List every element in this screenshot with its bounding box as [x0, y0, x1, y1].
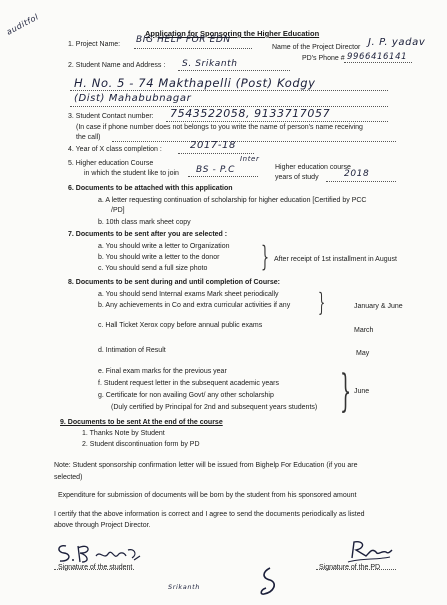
years-label-1: Higher education course	[275, 164, 351, 171]
xclass-value: 2017-18	[190, 140, 236, 151]
section-8-item-f: f. Student request letter in the subsequent academic years	[98, 380, 279, 387]
student-signature-label: Signature of the student	[58, 564, 133, 571]
section-9-item-2: 2. Student discontinuation form by PD	[82, 441, 200, 448]
years-line	[326, 181, 396, 182]
contact-note-1: (In case if phone number does not belongs to you write the name of person's name receiving	[76, 124, 363, 131]
section-9-label: 9. Documents to be sent At the end of the course	[60, 419, 223, 426]
certify-line-1: I certify that the above information is correct and I agree to send the documents periodically as listed	[54, 511, 365, 518]
contact-note-2: the call)	[76, 134, 101, 141]
pd-phone-line	[344, 62, 412, 63]
years-value: 2018	[344, 169, 370, 179]
address-line-2: (Dist) Mahabubnagar	[74, 93, 192, 104]
project-name-label: 1. Project Name:	[68, 41, 121, 48]
section-8-item-g-cont: (Duly certified by Principal for 2nd and subsequent years students)	[111, 404, 318, 411]
section-7-item-b: b. You should write a letter to the donor	[98, 254, 220, 261]
student-name-value: S. Srikanth	[182, 59, 238, 69]
course-line	[188, 176, 258, 177]
course-label-2: in which the student like to join	[84, 170, 179, 177]
corner-note: auditfol	[4, 12, 41, 37]
section-8-item-e: e. Final exam marks for the previous year	[98, 368, 227, 375]
pd-phone-label: PD's Phone #	[302, 55, 345, 62]
bottom-mark: Srikanth	[168, 583, 200, 591]
month-may: May	[356, 350, 370, 357]
section-8-item-c: c. Hall Ticket Xerox copy before annual public exams	[98, 322, 263, 329]
section-8-item-b: b. Any achievements in Co and extra curricular activities if any	[98, 302, 291, 309]
contact-note-line	[112, 141, 396, 142]
contact-label: 3. Student Contact number:	[68, 113, 154, 120]
month-march: March	[354, 327, 374, 334]
student-signature-line	[54, 569, 134, 570]
student-signature	[54, 540, 144, 566]
address-line-1-rule	[70, 90, 388, 91]
month-june: June	[354, 388, 370, 395]
pd-signature	[346, 538, 394, 564]
expenditure-note: Expenditure for submission of documents will be born by the student from his sponsored amount	[58, 492, 357, 499]
section-7-brace: }	[261, 240, 270, 273]
section-8-label: 8. Documents to be sent during and until completion of Course:	[68, 279, 280, 286]
director-value: J. P. yadav	[368, 37, 426, 48]
pd-signature-line	[316, 569, 396, 570]
director-label: Name of the Project Director	[272, 44, 361, 51]
xclass-label: 4. Year of X class completion :	[68, 146, 162, 153]
note-line-2: selected)	[54, 474, 83, 481]
project-name-value: BIG HELP FOR EDN	[136, 35, 231, 45]
form-title: Application for Sponsoring the Higher Education	[145, 29, 320, 38]
years-label-2: years of study	[275, 174, 319, 181]
section-8-item-a: a. You should send Internal exams Mark sheet periodically	[98, 291, 279, 298]
project-name-line	[134, 48, 252, 49]
address-line-1: H. No. 5 - 74 Makthapelli (Post) Kodgy	[74, 76, 316, 90]
pd-phone-value: 9966416141	[347, 52, 408, 62]
scribble-mark	[256, 566, 280, 598]
pd-signature-label: Signature of the PD	[319, 564, 381, 571]
course-value: BS - P.C	[196, 165, 235, 175]
section-7-item-a: a. You should write a letter to Organization	[98, 243, 230, 250]
section-6-item-b: b. 10th class mark sheet copy	[98, 219, 191, 226]
note-line-1: Note: Student sponsorship confirmation letter will be issued from Bighelp For Education (if you are	[54, 462, 358, 469]
section-6-item-a: a. A letter requesting continuation of scholarship for higher education [Certified by PCC	[98, 197, 367, 204]
month-jan-june: January & June	[354, 303, 403, 310]
section-6-label: 6. Documents to be attached with this application	[68, 185, 233, 192]
section-8-brace-2: }	[340, 366, 352, 417]
course-label-1: 5. Higher education Course	[68, 160, 154, 167]
section-9-item-1: 1. Thanks Note by Student	[82, 430, 165, 437]
student-name-label: 2. Student Name and Address :	[68, 62, 166, 69]
section-7-item-c: c. You should send a full size photo	[98, 265, 208, 272]
student-name-line	[178, 70, 290, 71]
course-inter: Inter	[240, 155, 260, 163]
xclass-line	[178, 153, 254, 154]
certify-line-2: above through Project Director.	[54, 522, 151, 529]
section-8-item-g: g. Certificate for non availing Govt/ any other scholarship	[98, 392, 274, 399]
section-8-brace-1: }	[318, 288, 326, 317]
contact-value: 7543522058, 9133717057	[170, 107, 331, 120]
section-7-note: After receipt of 1st installment in August	[274, 256, 397, 263]
section-8-item-d: d. Intimation of Result	[98, 347, 166, 354]
section-6-item-a-cont: /PD]	[111, 207, 125, 214]
contact-line	[166, 121, 388, 122]
section-7-label: 7. Documents to be sent after you are selected :	[68, 231, 228, 238]
